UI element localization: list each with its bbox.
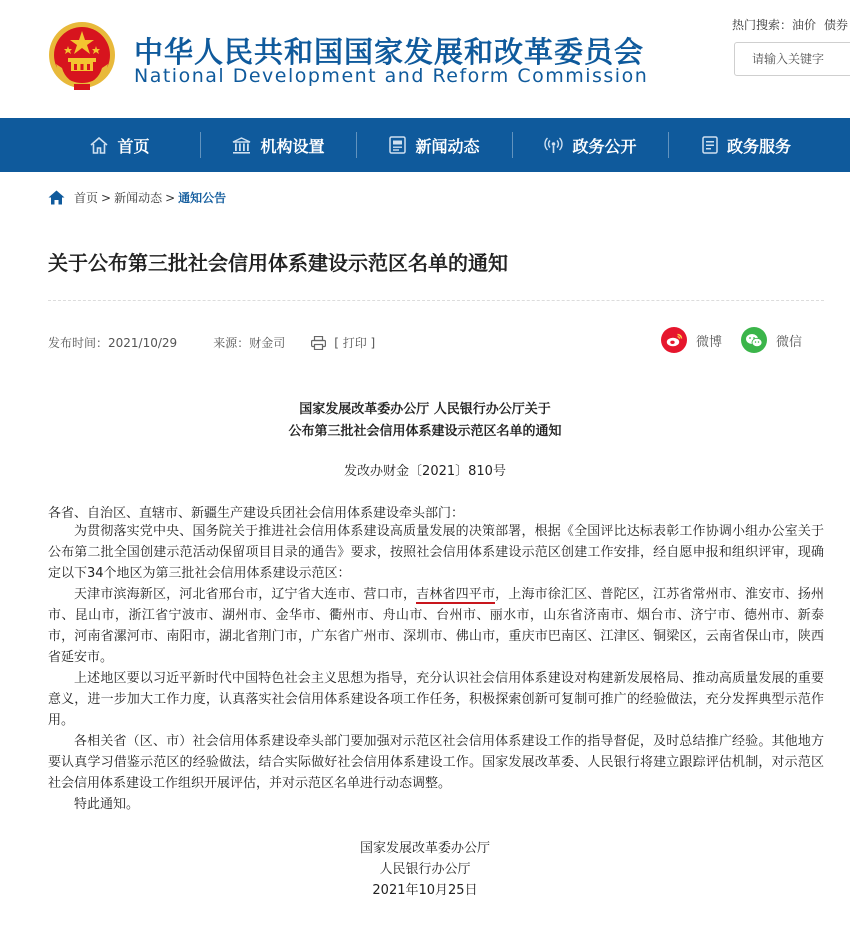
signature-ndrc: 国家发展改革委办公厅 — [359, 841, 490, 856]
title-divider — [48, 300, 824, 301]
site-header — [0, 0, 850, 118]
hot-search-term[interactable]: 油价 — [792, 18, 817, 32]
printer-icon — [311, 336, 326, 350]
document-paragraph-regions — [48, 584, 824, 668]
highlighted-region: 吉林省四平市 — [416, 587, 496, 602]
regions-text: 天津市滨海新区，河北省邢台市，辽宁省大连市、营口市， — [74, 587, 417, 602]
weibo-icon — [661, 327, 687, 353]
print-button[interactable] — [311, 334, 375, 351]
breadcrumb-separator: > — [101, 190, 112, 205]
nav-item-label: 政务服务 — [726, 136, 791, 156]
source-value: 财金司 — [249, 336, 286, 350]
publish-date-value: 2021/10/29 — [108, 336, 178, 350]
share-weibo-label: 微博 — [696, 334, 723, 350]
hot-search-label: 热门搜索： — [732, 18, 793, 32]
nav-item-label: 新闻动态 — [415, 136, 480, 156]
main-nav — [0, 118, 850, 172]
print-label: [ 打印 ] — [334, 336, 376, 350]
source-label: 来源： — [213, 336, 250, 350]
broadcast-icon — [544, 136, 563, 154]
wechat-icon — [741, 327, 767, 353]
national-emblem-icon[interactable] — [46, 20, 118, 94]
document-paragraph: 各相关省（区、市）社会信用体系建设牵头部门要加强对示范区社会信用体系建设工作的指导督促，及时总结推广经验。其他地方要认真学习借鉴示范区的经验做法，结合实际做好社会信用体系建设工作。国家发展改革委、人民银行将建立跟踪评估机制，对示范区社会信用体系建设工作组织开展评估，并对示范区名单进行动态调整。 — [48, 734, 824, 791]
publish-label: 发布时间： — [48, 336, 109, 350]
document-number: 发改办财金〔2021〕810号 — [344, 464, 506, 479]
document-paragraph: 特此通知。 — [74, 797, 140, 812]
breadcrumb — [48, 189, 226, 206]
signature-pboc: 人民银行办公厅 — [379, 862, 471, 877]
regions-text: ，上海市徐汇区、普陀区，江苏省常州市、淮安市、扬州市、昆山市，浙江省宁波市、湖州市、金华市、衢州市、舟山市、台州市、丽水市，山东省济南市、烟台市、济宁市、德州市、新泰市，河南省漯河市、南阳市，湖北省荆门市，广东省广州市、深圳市、佛山市，重庆市巴南区、江津区、铜梁区，云南省保山市，陕西省延安市。 — [48, 587, 824, 665]
hot-search — [732, 16, 850, 33]
document-salutation: 各省、自治区、直辖市、新疆生产建设兵团社会信用体系建设牵头部门： — [48, 506, 465, 521]
nav-item-news[interactable] — [357, 118, 512, 172]
article-source — [213, 334, 285, 351]
nav-item-label: 机构设置 — [260, 136, 325, 156]
document-paragraph: 为贯彻落实党中央、国务院关于推进社会信用体系建设高质量发展的决策部署，根据《全国评比达标表彰工作协调小组办公室关于公布第二批全国创建示范活动保留项目目录的通告》要求，按照社会信用体系建设示范区创建工作安排，经自愿申报和组织评审，现确定以下34个地区为第三批社会信用体系建设示范区： — [48, 524, 824, 581]
publish-date — [48, 334, 177, 351]
nav-item-organization[interactable] — [201, 118, 356, 172]
breadcrumb-notices[interactable]: 通知公告 — [178, 191, 227, 205]
document-icon — [702, 136, 718, 154]
signature-date: 2021年10月25日 — [372, 883, 478, 898]
document-heading-line1: 国家发展改革委办公厅 人民银行办公厅关于 — [299, 402, 551, 417]
document-heading-line2: 公布第三批社会信用体系建设示范区名单的通知 — [288, 424, 562, 439]
nav-item-label: 首页 — [117, 136, 150, 156]
search-input[interactable] — [734, 42, 850, 76]
home-icon[interactable] — [48, 190, 65, 205]
share-weibo-button[interactable] — [661, 327, 722, 353]
site-title-en[interactable]: National Development and Reform Commission — [134, 65, 649, 87]
share-weixin-label: 微信 — [776, 334, 803, 350]
nav-item-home[interactable] — [0, 118, 200, 172]
article-meta — [48, 334, 375, 351]
newspaper-icon — [389, 136, 406, 154]
breadcrumb-separator: > — [165, 190, 176, 205]
nav-item-label: 政务公开 — [572, 136, 637, 156]
article-title: 关于公布第三批社会信用体系建设示范区名单的通知 — [48, 251, 508, 275]
nav-item-gov-affairs[interactable] — [513, 118, 668, 172]
hot-search-term[interactable]: 债券 — [824, 18, 849, 32]
breadcrumb-home[interactable]: 首页 — [74, 191, 99, 205]
home-icon — [90, 137, 108, 154]
breadcrumb-news[interactable]: 新闻动态 — [114, 191, 163, 205]
share-weixin-button[interactable] — [741, 327, 802, 353]
building-icon — [232, 137, 251, 154]
nav-item-gov-services[interactable] — [669, 118, 824, 172]
site-title-cn[interactable]: 中华人民共和国国家发展和改革委员会 — [134, 35, 645, 69]
document-paragraph: 上述地区要以习近平新时代中国特色社会主义思想为指导，充分认识社会信用体系建设对构建新发展格局、推动高质量发展的重要意义，进一步加大工作力度，认真落实社会信用体系建设各项工作任务，积极探索创新可复制可推广的经验做法，充分发挥典型示范作用。 — [48, 671, 824, 728]
